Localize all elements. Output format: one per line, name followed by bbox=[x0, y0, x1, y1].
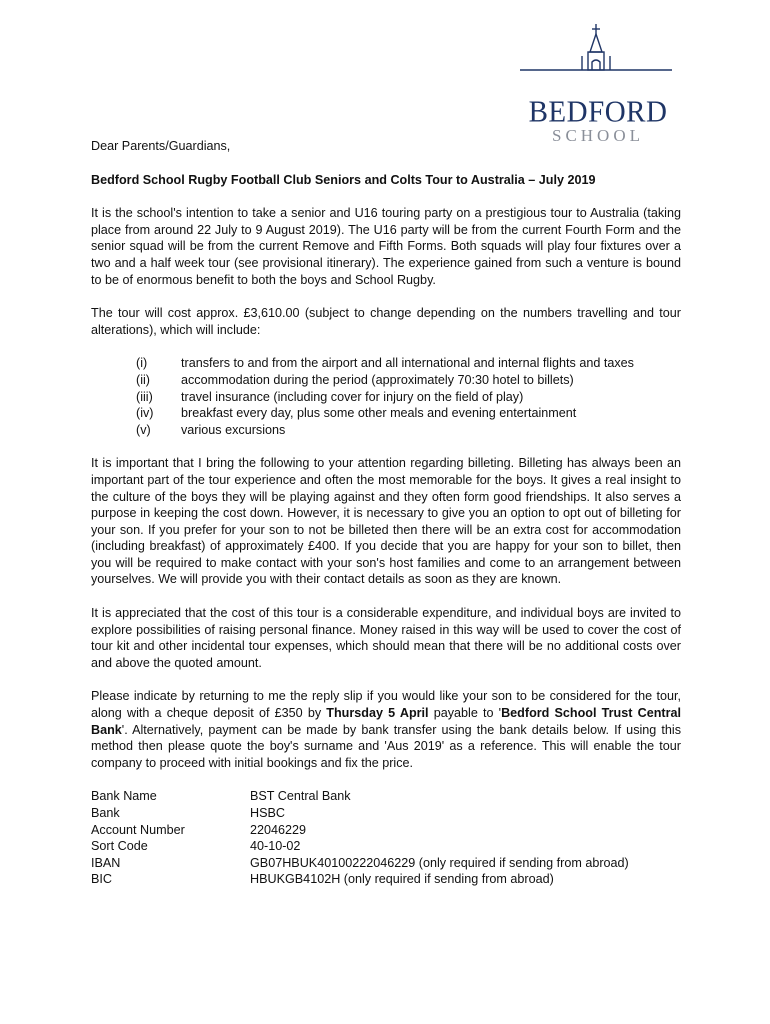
paragraph-billeting: It is important that I bring the following to your attention regarding billeting. Billeting has always been an important part of the tour experience and often the most memorable for the boys. It gives a real insight to the culture of the boys they will be playing against and they often form good friendships. It also serves a purpose in keeping the cost down. However, it is necessary to give you an option to opt out of billeting for your son. If you prefer for your son to not be billeted then there will be an extra cost for accommodation (including breakfast) of approximately £400. If you decide that you are happy for your son to billet, then you will be required to make contact with your son's host families and come to an arrangement between yourselves. We will provide you with their contact details as soon as they are known. bbox=[91, 456, 681, 587]
list-item-number: (iv) bbox=[136, 406, 154, 421]
bank-detail-label: Bank Name bbox=[91, 789, 157, 804]
list-item bbox=[91, 355, 681, 372]
list-item bbox=[91, 422, 681, 439]
paragraph-cost: The tour will cost approx. £3,610.00 (subject to change depending on the numbers travelling and tour alterations), which will include: bbox=[91, 306, 681, 337]
paragraph-intent: It is the school's intention to take a senior and U16 touring party on a prestigious tour to Australia (taking place from around 22 July to 9 August 2019). The U16 party will be from the current Fourth Form and the senior squad will be from the current Remove and Fifth Forms. Both squads will play four fixtures over a two and a half week tour (see provisional itinerary). The experience gained from such a venture is bound to be of enormous benefit to both the boys and School Rugby. bbox=[91, 206, 681, 287]
bank-detail-label: Bank bbox=[91, 806, 120, 820]
bedford-school-logo bbox=[512, 22, 680, 145]
list-item-number: (v) bbox=[136, 422, 151, 437]
list-item-number: (i) bbox=[136, 356, 148, 371]
bank-detail-row bbox=[91, 788, 681, 805]
logo-wordmark: BEDFORD bbox=[528, 95, 668, 129]
list-item-number: (ii) bbox=[136, 372, 150, 387]
list-item bbox=[91, 405, 681, 422]
paragraph-finance: It is appreciated that the cost of this tour is a considerable expenditure, and individual boys are invited to explore possibilities of raising personal finance. Money raised in this way will be used to cover the cost of tour kit and other incidental tour expenses, which should mean that there will be no additional costs over and above the quoted amount. bbox=[91, 606, 681, 670]
list-item-text: transfers to and from the airport and all international and internal flights and taxes bbox=[181, 356, 634, 371]
included-items-list bbox=[91, 355, 681, 438]
list-item bbox=[91, 389, 681, 406]
list-item-text: accommodation during the period (approximately 70:30 hotel to billets) bbox=[181, 372, 574, 387]
bank-detail-value: 40-10-02 bbox=[250, 839, 301, 854]
list-item-number: (iii) bbox=[136, 389, 153, 404]
bank-detail-value: HBUKGB4102H (only required if sending from abroad) bbox=[250, 872, 554, 887]
bank-detail-row bbox=[91, 838, 681, 855]
bank-detail-row bbox=[91, 805, 681, 822]
list-item-text: travel insurance (including cover for injury on the field of play) bbox=[181, 389, 524, 404]
bank-detail-value: HSBC bbox=[250, 806, 285, 820]
bank-detail-label: BIC bbox=[91, 872, 112, 887]
list-item-text: various excursions bbox=[181, 422, 286, 437]
payee-name: Bedford School Trust Central Bank bbox=[91, 706, 682, 737]
paragraph-payment: Please indicate by returning to me the reply slip if you would like your son to be considered for the tour, along with a cheque deposit of £350 by Thursday 5 April payable to 'Bedford School Trust Central Bank'. Alternatively, payment can be made by bank transfer using the bank details below. If using this method then please quote the boy's surname and 'Aus 2019' as a reference. This will enable the tour company to proceed with initial bookings and fix the price. bbox=[91, 689, 682, 770]
bank-detail-label: Sort Code bbox=[91, 839, 148, 854]
bank-detail-value: GB07HBUK40100222046229 (only required if sending from abroad) bbox=[250, 855, 629, 870]
bank-detail-label: IBAN bbox=[91, 855, 121, 870]
bank-detail-label: Account Number bbox=[91, 822, 185, 837]
chapel-spire-icon bbox=[512, 22, 680, 102]
bank-detail-value: 22046229 bbox=[250, 822, 307, 837]
list-item-text: breakfast every day, plus some other meals and evening entertainment bbox=[181, 406, 577, 421]
bank-detail-row bbox=[91, 871, 681, 888]
salutation: Dear Parents/Guardians, bbox=[91, 139, 231, 153]
deposit-deadline: Thursday 5 April bbox=[326, 706, 429, 721]
letter-subject: Bedford School Rugby Football Club Seniors and Colts Tour to Australia – July 2019 bbox=[91, 172, 596, 187]
logo-subtitle: SCHOOL bbox=[551, 126, 644, 145]
bank-detail-value: BST Central Bank bbox=[250, 789, 351, 804]
bank-detail-row bbox=[91, 855, 681, 872]
list-item bbox=[91, 372, 681, 389]
bank-detail-row bbox=[91, 822, 681, 839]
bank-details bbox=[91, 788, 681, 888]
letter-body bbox=[91, 138, 681, 888]
